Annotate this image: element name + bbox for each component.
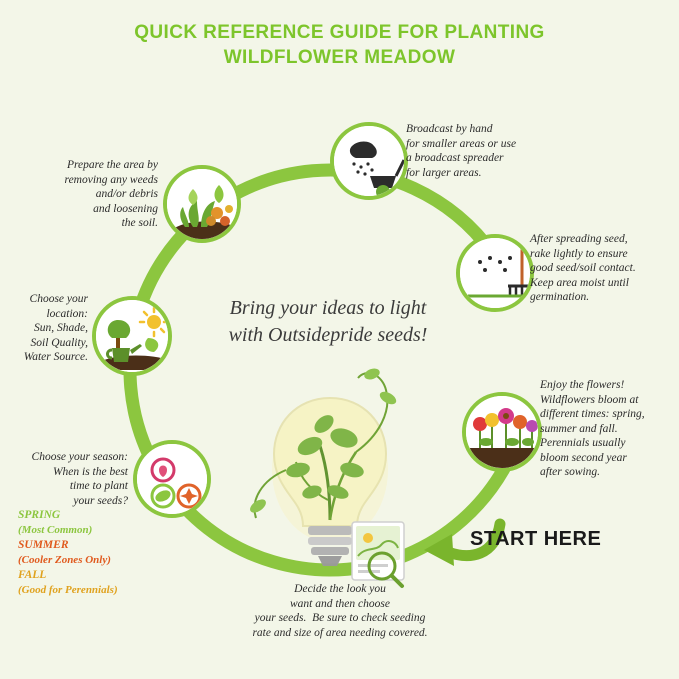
caption-broadcast-seed: Broadcast by hand for smaller areas or use a broadcast spreader for larger areas. — [406, 123, 517, 179]
title-line-2: WILDFLOWER MEADOW — [223, 47, 456, 68]
season-summer-note: (Cooler Zones Only) — [18, 554, 111, 566]
slogan-line-2: with Outsidepride seeds! — [228, 324, 428, 346]
start-here-label: START HERE — [470, 528, 602, 550]
season-list — [18, 508, 188, 598]
season-summer-label: SUMMER — [18, 539, 69, 551]
caption-choose-season: Choose your season: When is the best time to plant your seeds? — [31, 451, 128, 507]
seed-packet-card — [352, 522, 404, 586]
node-choose-season[interactable] — [133, 440, 211, 518]
slogan-line-1: Bring your ideas to light — [229, 297, 427, 319]
caption-choose-location: Choose your location: Sun, Shade, Soil Quality, Water Source. — [23, 293, 88, 363]
season-fall-note: (Good for Perennials) — [18, 584, 118, 596]
slogan — [178, 295, 478, 349]
node-broadcast-seed[interactable] — [330, 122, 408, 200]
caption-prepare-area: Prepare the area by removing any weeds and/or debris and loosening the soil. — [64, 159, 158, 229]
season-fall-label: FALL — [18, 569, 47, 581]
season-spring-label: SPRING — [18, 509, 61, 521]
node-choose-location[interactable] — [92, 296, 172, 376]
caption-enjoy-flowers: Enjoy the flowers! Wildflowers bloom at different times: spring, summer and fall. Perennials usually bloom second year after sowing. — [540, 379, 645, 478]
title-line-1: QUICK REFERENCE GUIDE FOR PLANTING — [134, 22, 545, 43]
caption-decide-look: Decide the look you want and then choose your seeds. Be sure to check seeding rate and size of area needing covered. — [252, 583, 428, 639]
node-prepare-area[interactable] — [163, 165, 241, 243]
node-enjoy-flowers[interactable] — [462, 392, 542, 472]
caption-rake-lightly: After spreading seed, rake lightly to ensure good seed/soil contact. Keep area moist until germination. — [530, 233, 636, 303]
season-spring-note: (Most Common) — [18, 524, 93, 536]
